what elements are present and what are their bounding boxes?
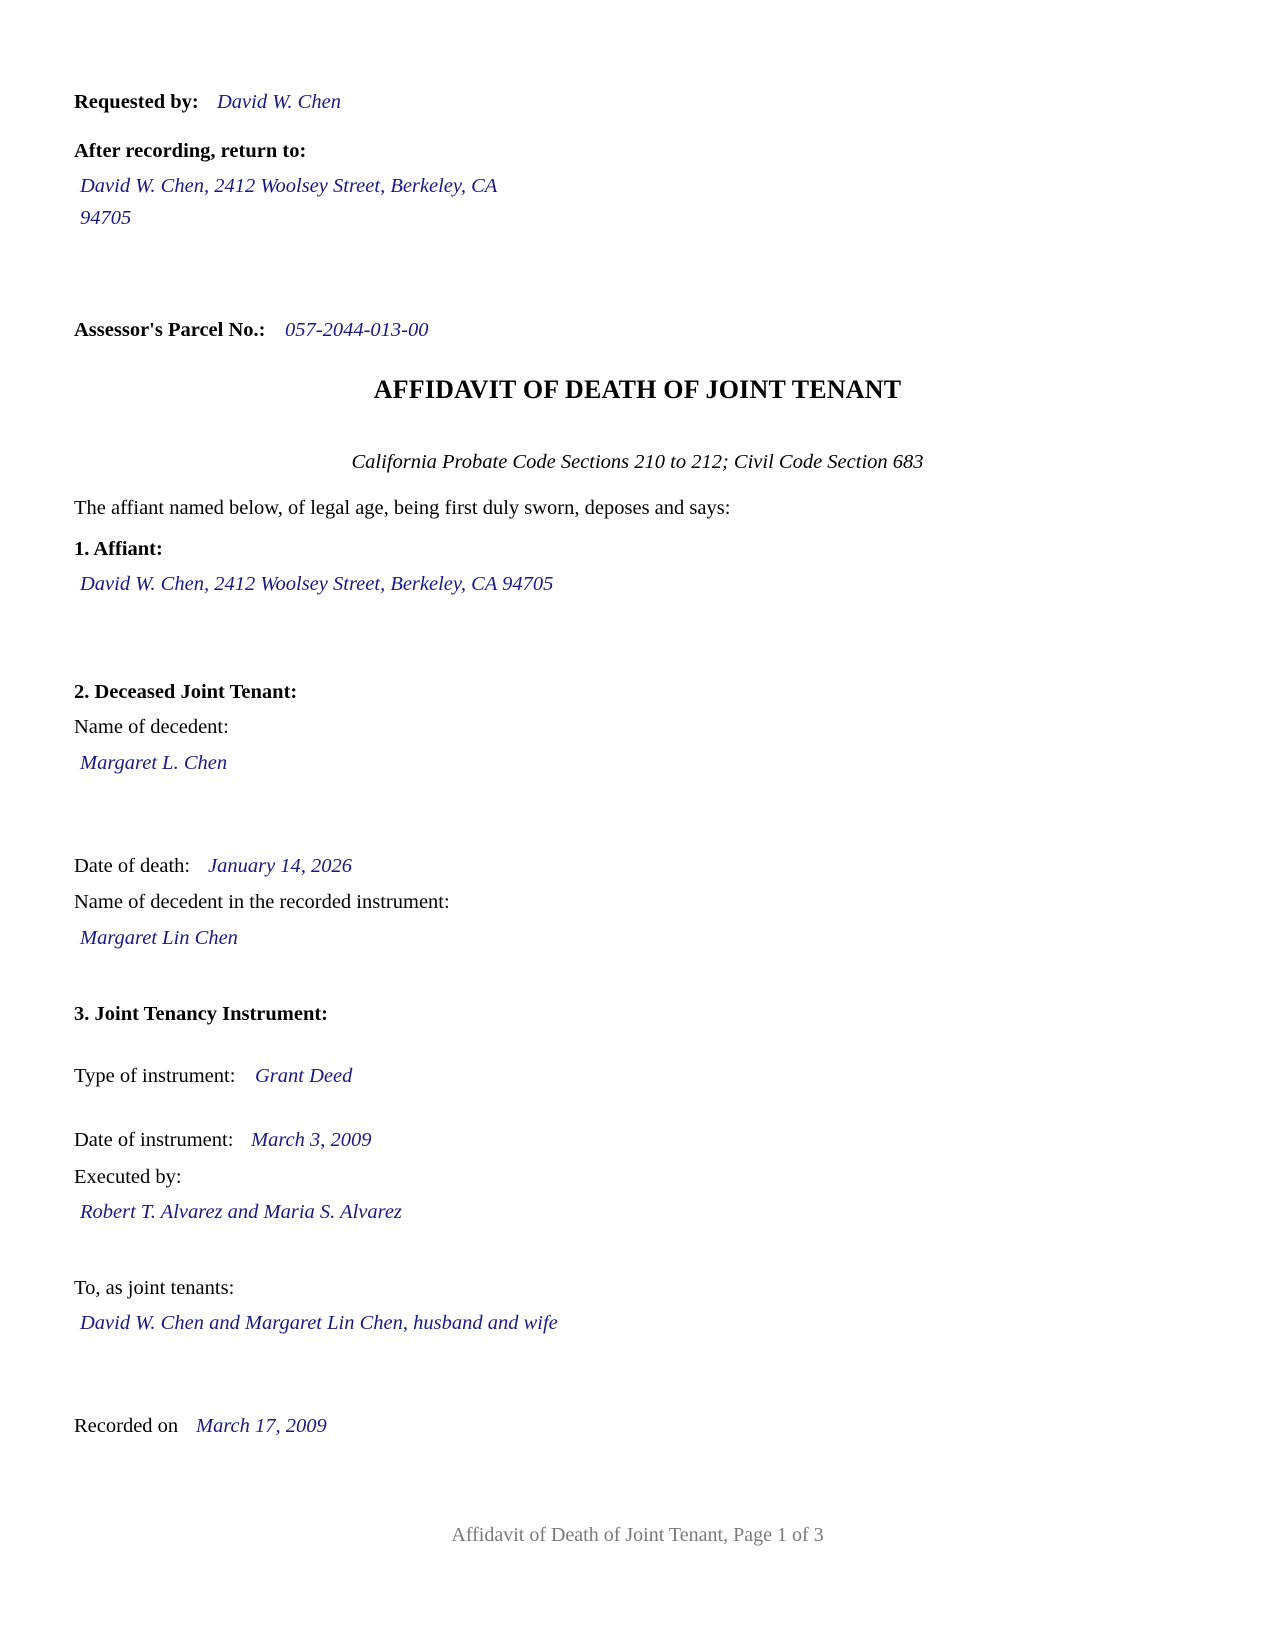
instrument-type-value: Grant Deed	[255, 1065, 353, 1087]
date-of-death-label: Date of death:	[74, 855, 191, 877]
joint-tenants-label: To, as joint tenants:	[74, 1277, 235, 1299]
recorded-on-label: Recorded on	[74, 1415, 179, 1437]
statute-subtitle: California Probate Code Sections 210 to 212; Civil Code Section 683	[351, 451, 924, 473]
apn-label: Assessor's Parcel No.:	[74, 319, 266, 341]
recorded-name-value: Margaret Lin Chen	[80, 927, 238, 949]
return-to-address-line2: 94705	[80, 207, 132, 229]
section-1-heading: 1. Affiant:	[74, 538, 163, 560]
intro-statement: The affiant named below, of legal age, being first duly sworn, deposes and says:	[74, 497, 731, 519]
section-2-heading: 2. Deceased Joint Tenant:	[74, 681, 298, 703]
return-to-address-line1: David W. Chen, 2412 Woolsey Street, Berkeley, CA	[80, 175, 498, 197]
affiant-value: David W. Chen, 2412 Woolsey Street, Berkeley, CA 94705	[80, 573, 554, 595]
recorded-name-label: Name of decedent in the recorded instrument:	[74, 891, 450, 913]
apn-value: 057-2044-013-00	[285, 319, 429, 341]
requested-by-value: David W. Chen	[217, 91, 341, 113]
return-to-label: After recording, return to:	[74, 140, 307, 162]
section-3-heading: 3. Joint Tenancy Instrument:	[74, 1003, 329, 1025]
instrument-type-label: Type of instrument:	[74, 1065, 236, 1087]
date-of-death-value: January 14, 2026	[208, 855, 353, 877]
executed-by-label: Executed by:	[74, 1166, 182, 1188]
executed-by-value: Robert T. Alvarez and Maria S. Alvarez	[80, 1201, 402, 1223]
requested-by-label: Requested by:	[74, 91, 199, 113]
recorded-on-value: March 17, 2009	[196, 1415, 327, 1437]
decedent-name-label: Name of decedent:	[74, 716, 229, 738]
decedent-name-value: Margaret L. Chen	[80, 752, 228, 774]
page-footer: Affidavit of Death of Joint Tenant, Page 1 of 3	[451, 1524, 824, 1546]
page-title: AFFIDAVIT OF DEATH OF JOINT TENANT	[373, 375, 902, 404]
joint-tenants-value: David W. Chen and Margaret Lin Chen, husband and wife	[80, 1312, 558, 1334]
instrument-date-label: Date of instrument:	[74, 1129, 234, 1151]
instrument-date-value: March 3, 2009	[251, 1129, 372, 1151]
